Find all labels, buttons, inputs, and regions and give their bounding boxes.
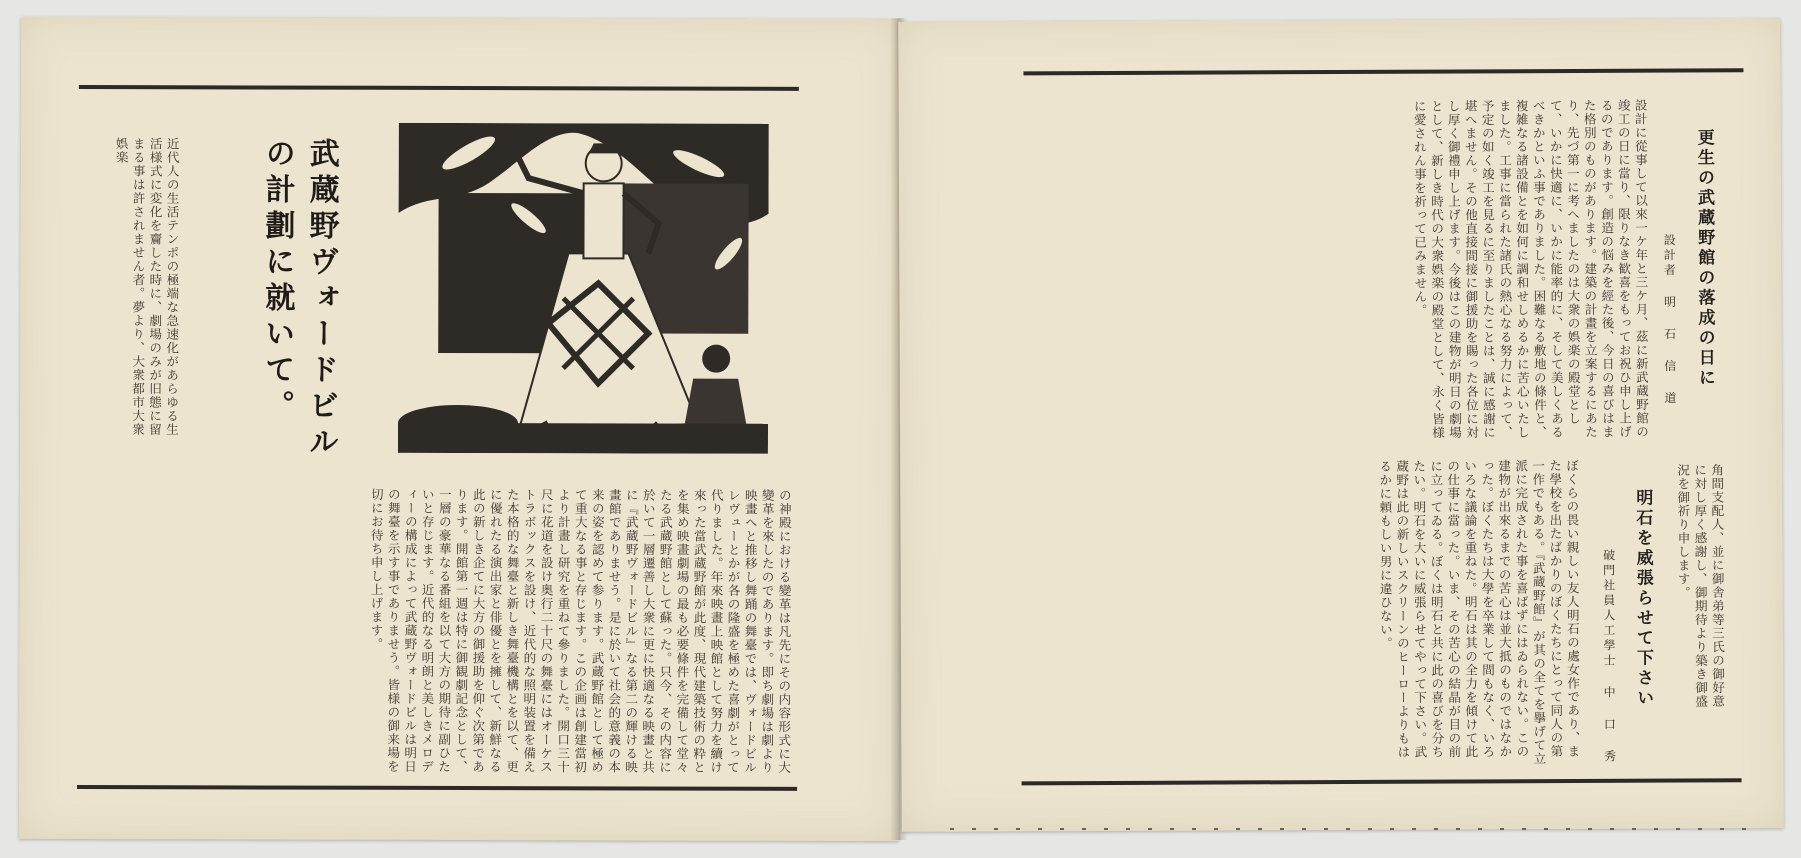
vaudeville-body-text: の神殿における變革は凡先にその内容形式に大變革を來したのであります。即ち劇場は劇より映畫へと推移し舞踊の舞臺では、ヴォードビルレヴューとかが各の隆盛を極めた喜劇がとって代りました。年來映畫上映館として努力を續け來った當武蔵野館が此度、現代建築技術の粋とを集め映畫劇場の最も必要條件を完備して堂々たる武蔵野館として蘇った。只今、その内容に於いて一層遷善し大衆に更に快適なる映畫と共に『武蔵野ヴォードビル』なる第二の輝ける映畫館でありませう。是に於いて社会的意義の本来の姿を認めて参ります。武蔵野館として極めて重大なる事と存じます。この企画は創建當初より計畫し研究を重ねて參りました。開口三十尺に花道を設け奥行二十尺の舞臺にはオーケストラボックスを設け、近代的な照明装置を備えた本格的な舞臺と新しき舞臺機構とを以て、更に優れたる演出家と俳優とを擁して、新鮮なる此の新しき企てに大方の御援助を仰ぐ次第であります。開館第一週は特に御観劇記念として、一層の豪華なる番組を以て大方の期待に副ひたいと存じます。近代的なる明朗と美しきメロディーの構成によって武蔵野ヴォードビルは明日の舞臺を示す事でありませう。皆様の御来場を切にお待ち申し上げます。 — [368, 487, 792, 775]
dancer-illustration — [398, 123, 769, 454]
page-edge-stitch — [950, 828, 1750, 830]
notice-text: 角間支配人、並に御舎弟等三氏の御好意に対し厚く感謝し、御期待より築き御盛況を御祈り申します。 — [1675, 463, 1726, 709]
sub-article-byline: 破門社員人工學士 中 口 秀 — [1601, 548, 1617, 765]
top-rule — [79, 85, 799, 91]
bottom-rule — [77, 785, 797, 791]
sub-article-body: ぼくらの畏い親しい友人明石の處女作であり、また學校を出たばかりのぼくたちにとって同人の第一作でもある。『武蔵野館』が其の全てを擧げて立派に完成された事を喜ばずにはゐられない。この建物が出來るまでの苦心は並大抵のものではなかった。ぼくたちは大學を卒業して間もなく、いろいろな議論を重ねた。明石は其の全力を傾けて此の仕事に當った。いま、その苦心の結晶が目の前に立ってゐる。ぼくは明石と共に此の喜びを分ちたい。明石を大いに威張らせてやって下さい。武蔵野は此の新しいスクリーンのヒーローよりもはるかに頼もしい男に違ひない。 — [1377, 458, 1581, 766]
sub-article-title: 明石を威張らせて下さい — [1632, 488, 1654, 709]
main-article-title: 更生の武蔵野館の落成の日に — [1693, 128, 1715, 389]
bottom-rule — [1022, 778, 1742, 785]
intro-text: 近代人の生活テンポの極端な急速化があらゆる生活様式に変化を齎した時に、劇場のみが旧態に留まる事は許されません者。夢より、大衆都市大衆娯楽 — [113, 137, 180, 437]
vaudeville-title: 武蔵野ヴォードビルの計劃に就いて。 — [259, 137, 339, 462]
top-rule — [1023, 68, 1743, 75]
main-article-body: 設計に從事して以來一ケ年と三ケ月、茲に新武蔵野館の竣工の日に當り、限りなき歓喜をもってお祝ひ申し上げるのであります。創造の悩みを經た後、今日の喜びはまた格別のものがあります。建築の計畫を立案するにあたり、先づ第一に考へましたのは大衆の娯楽の殿堂として、いかに快適に、いかに能率的に、そして美しくあるべきかといふ事でありました。困難なる敷地の條件と、複雑なる諸設備とを如何に調和せしめるかに苦心いたしました。工事に當られた諸氏の熱心なる努力によって、予定の如く竣工を見るに至りましたことは、誠に感謝に堪へません。その他直接間接に御援助を賜った各位に対し厚く御禮申し上げます。今後はこの建物が明日の劇場として、新しき時代の大衆娯楽の殿堂として、永く皆様に愛されん事を祈って已みません。 — [1411, 98, 1650, 440]
left-page — [19, 17, 901, 841]
main-article-byline: 設計者 明 石 信 道 — [1662, 233, 1677, 407]
right-page — [898, 18, 1784, 832]
